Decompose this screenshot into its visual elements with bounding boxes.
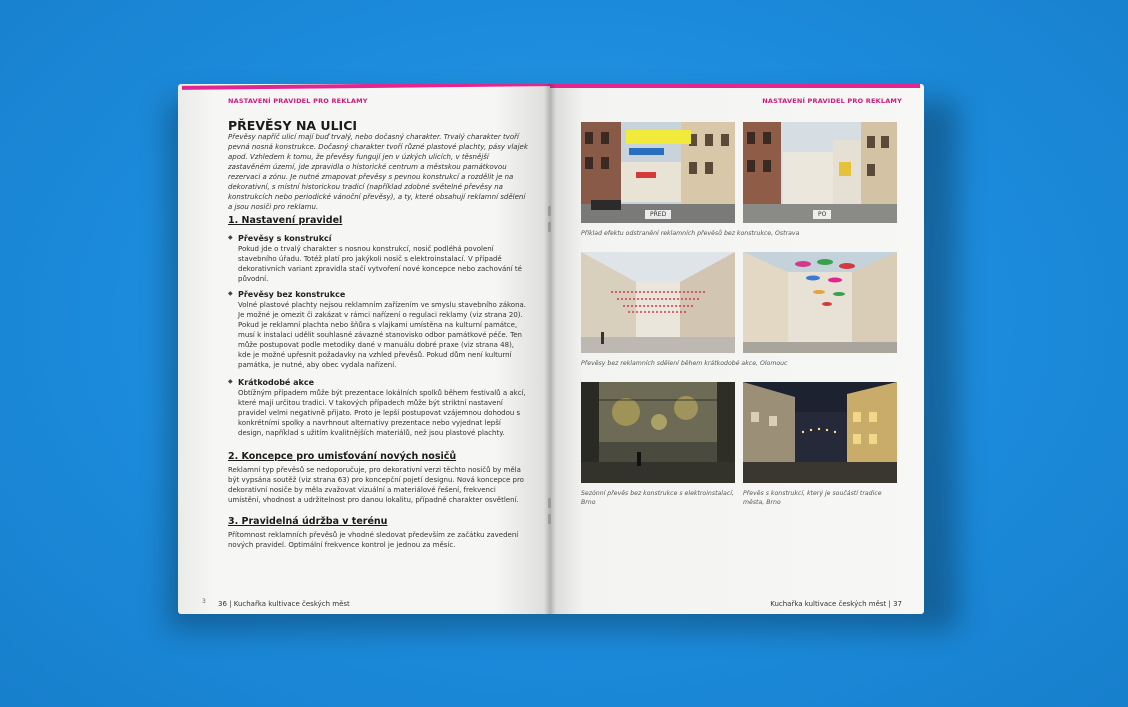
caption-ostrava: Příklad efektu odstranění reklamních převěsů bez konstrukce, Ostrava xyxy=(581,230,800,237)
staple xyxy=(548,498,551,508)
section-3-heading xyxy=(228,516,387,527)
bullet-prevesy-s-konstrukci xyxy=(228,234,528,284)
bullet-body: Obtížným případem může být prezentace lokálních spolků během festivalů a akcí, které mají určitou tradici. V takových případech může být striktní nastavení pravidel velmi negativně přijato. Proto je lepší postupovat vzájemnou dohodou s konkrétními spolky a navrhnout alternativy prezentace nebo vyjednat lepší design, například s užitím kvalitnějších materiálů, než jsou plastové plachty. xyxy=(238,389,526,437)
after-tag: PO xyxy=(813,210,831,219)
bullet-prevesy-bez-konstrukce xyxy=(228,290,528,370)
staple xyxy=(548,222,551,232)
bullet-body: Pokud jde o trvalý charakter s nosnou konstrukcí, nosič podléhá povolení stavebního úřadu. Totéž platí pro jakýkoli nosič s elektroinstalací. V případě dekorativních variant zpravidla stačí vytvoření nové koncepce nebo zachování té původní. xyxy=(238,245,522,283)
accent-bar xyxy=(550,84,920,88)
street-photo-image xyxy=(743,122,897,223)
left-page xyxy=(178,84,550,614)
street-photo-image xyxy=(743,382,897,483)
photo-olomouc-destniky xyxy=(743,252,897,353)
caption-brno-sezonni: Sezónní převěs bez konstrukce s elektroinstalací, Brno xyxy=(581,490,734,506)
running-head: NASTAVENÍ PRAVIDEL PRO REKLAMY xyxy=(228,97,368,105)
photo-olomouc-vlajky xyxy=(581,252,735,353)
bullet-title: ◆ Převěsy s konstrukcí xyxy=(228,234,528,243)
left-folio: 36 | Kuchařka kultivace českých měst xyxy=(218,600,350,608)
section-1-heading xyxy=(228,215,342,226)
edge-page-number: 3 xyxy=(202,598,206,605)
staple xyxy=(548,206,551,216)
caption-olomouc: Převěsy bez reklamních sdělení během krátkodobé akce, Olomouc xyxy=(581,360,788,367)
bullet-kratkodobe-akce xyxy=(228,378,528,438)
photo-brno-sezonni xyxy=(581,382,735,483)
section-2-heading-text: 2. Koncepce pro umisťování nových nosičů xyxy=(228,451,457,462)
before-tag: PŘED xyxy=(645,210,671,219)
accent-bar xyxy=(182,84,550,90)
intro-text: Převěsy napříč ulicí mají buď trvalý, nebo dočasný charakter. Trvalý charakter tvoří pevná nosná konstrukce. Dočasný charakter tvoří různé plastové plachty, pásy vlajek apod. Vzhledem k tomu, že převěsy fungují jen v úzkých ulicích, v těsnější zastavěném území, jde zpravidla o historické centrum a městskou památkovou rezervaci a zónu. Je nutné zmapovat převěsy s pevnou konstrukcí a rozdělit je na dekorativní, s místní historickou tradicí (například zdobné světelné převěsy na konstrukcích nebo periodické vánoční převěsy), a ty, které obsahují reklamní sdělení a jsou nosiči pro reklamu. xyxy=(228,133,528,211)
open-brochure xyxy=(178,84,924,614)
staple xyxy=(548,514,551,524)
photo-ostrava-pred xyxy=(581,122,735,223)
bullet-title: ◆ Převěsy bez konstrukce xyxy=(228,290,528,299)
photo-ostrava-po xyxy=(743,122,897,223)
street-photo-image xyxy=(581,382,735,483)
right-page xyxy=(550,84,924,614)
running-head: NASTAVENÍ PRAVIDEL PRO REKLAMY xyxy=(762,97,902,105)
street-photo-image xyxy=(581,122,735,223)
section-1-heading-text: 1. Nastavení pravidel xyxy=(228,215,343,226)
street-photo-image xyxy=(743,252,897,353)
bullet-body: Volné plastové plachty nejsou reklamním zařízením ve smyslu stavebního zákona. Je možné je omezit či zakázat v rámci nařízení o regulaci reklamy (viz strana 20). Pokud je reklamní plachta nebo šňůra s vlajkami umístěna na kulturní památce, musí k instalaci udělit souhlasné závazné stanovisko odbor památkové péče. Ten může postupovat podle metodiky dané v manuálu dobré praxe (viz strana 48), kde je možné upřesnit požadavky na vzhled převěsů. Pokud dům není kulturní památka, je nutné, aby obec vydala nařízení. xyxy=(238,301,527,369)
book-gutter xyxy=(544,84,556,614)
caption-brno-konstrukce: Převěs s konstrukcí, který je součástí tradice města, Brno xyxy=(743,490,882,506)
street-photo-image xyxy=(581,252,735,353)
bullet-title: ◆ Krátkodobé akce xyxy=(228,378,528,387)
section-3-body: Přítomnost reklamních převěsů je vhodné sledovat především ze začátku zavedení nových pravidel. Optimální frekvence kontrol je jednou za měsíc. xyxy=(228,531,519,549)
page-title: PŘEVĚSY NA ULICI xyxy=(228,118,358,133)
photo-brno-konstrukce xyxy=(743,382,897,483)
section-2-heading xyxy=(228,451,456,462)
right-folio: Kuchařka kultivace českých měst | 37 xyxy=(770,600,902,608)
section-3-heading-text: 3. Pravidelná údržba v terénu xyxy=(228,516,388,527)
section-2-body: Reklamní typ převěsů se nedoporučuje, pro dekorativní verzi těchto nosičů by měla být vypsána soutěž (viz strana 63) pro koncepční pojetí designu. Nová koncepce pro dekorativní nosiče by měla zvažovat vizuální a materiálové řešení, frekvenci umístění, vhodnost a udržitelnost pro danou lokalitu, případně charakter osvětlení. xyxy=(228,466,524,504)
